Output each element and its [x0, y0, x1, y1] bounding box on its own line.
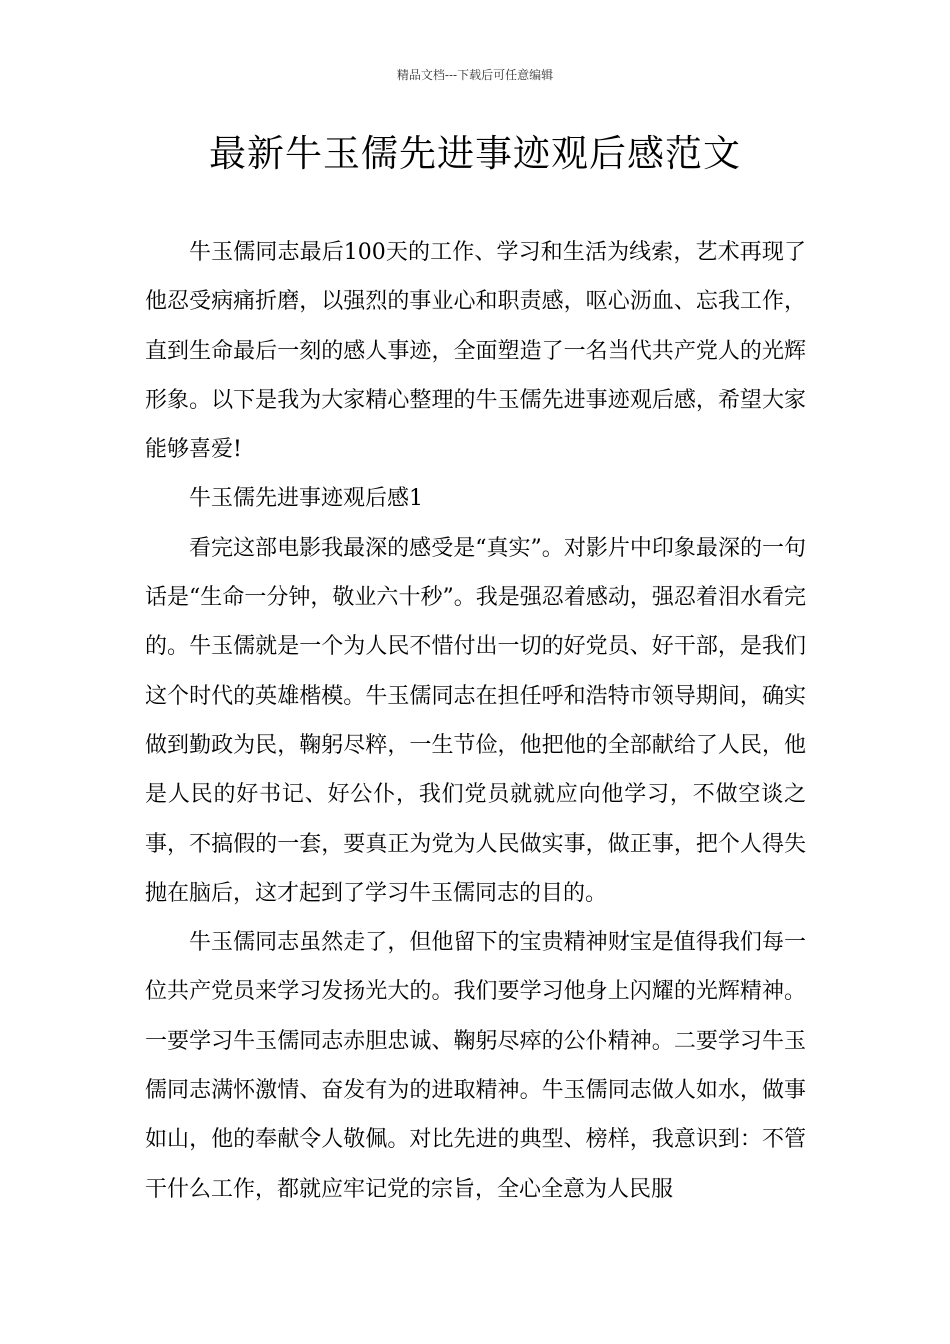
intro-paragraph: 牛玉儒同志最后100天的工作、学习和生活为线索，艺术再现了他忍受病痛折磨，以强烈的事业心和职责感，呕心沥血、忘我工作，直到生命最后一刻的感人事迹，全面塑造了一名当代共产党人的光辉形象。以下是我为大家精心整理的牛玉儒先进事迹观后感，希望大家能够喜爱!: [145, 240, 806, 463]
header-note: 精品文档---下载后可任意编辑: [396, 68, 554, 82]
document-body: [145, 228, 806, 1214]
document-title: 最新牛玉儒先进事迹观后感范文: [209, 132, 741, 175]
body-paragraph: 牛玉儒同志虽然走了，但他留下的宝贵精神财宝是值得我们每一位共产党员来学习发扬光大的。我们要学习他身上闪耀的光辉精神。一要学习牛玉儒同志赤胆忠诚、鞠躬尽瘁的公仆精神。二要学习牛玉儒同志满怀激情、奋发有为的进取精神。牛玉儒同志做人如水，做事如山，他的奉献令人敬佩。对比先进的典型、榜样，我意识到：不管干什么工作，都就应牢记党的宗旨，全心全意为人民服: [145, 930, 806, 1202]
body-paragraph: 看完这部电影我最深的感受是“真实”。对影片中印象最深的一句话是“生命一分钟，敬业六十秒”。我是强忍着感动，强忍着泪水看完的。牛玉儒就是一个为人民不惜付出一切的好党员、好干部，是我们这个时代的英雄楷模。牛玉儒同志在担任呼和浩特市领导期间，确实做到勤政为民，鞠躬尽粹，一生节俭，他把他的全部献给了人民，他是人民的好书记、好公仆，我们党员就就应向他学习，不做空谈之事，不搞假的一套，要真正为党为人民做实事，做正事，把个人得失抛在脑后，这才起到了学习牛玉儒同志的目的。: [145, 535, 806, 906]
section-heading: 牛玉儒先进事迹观后感1: [189, 486, 423, 512]
